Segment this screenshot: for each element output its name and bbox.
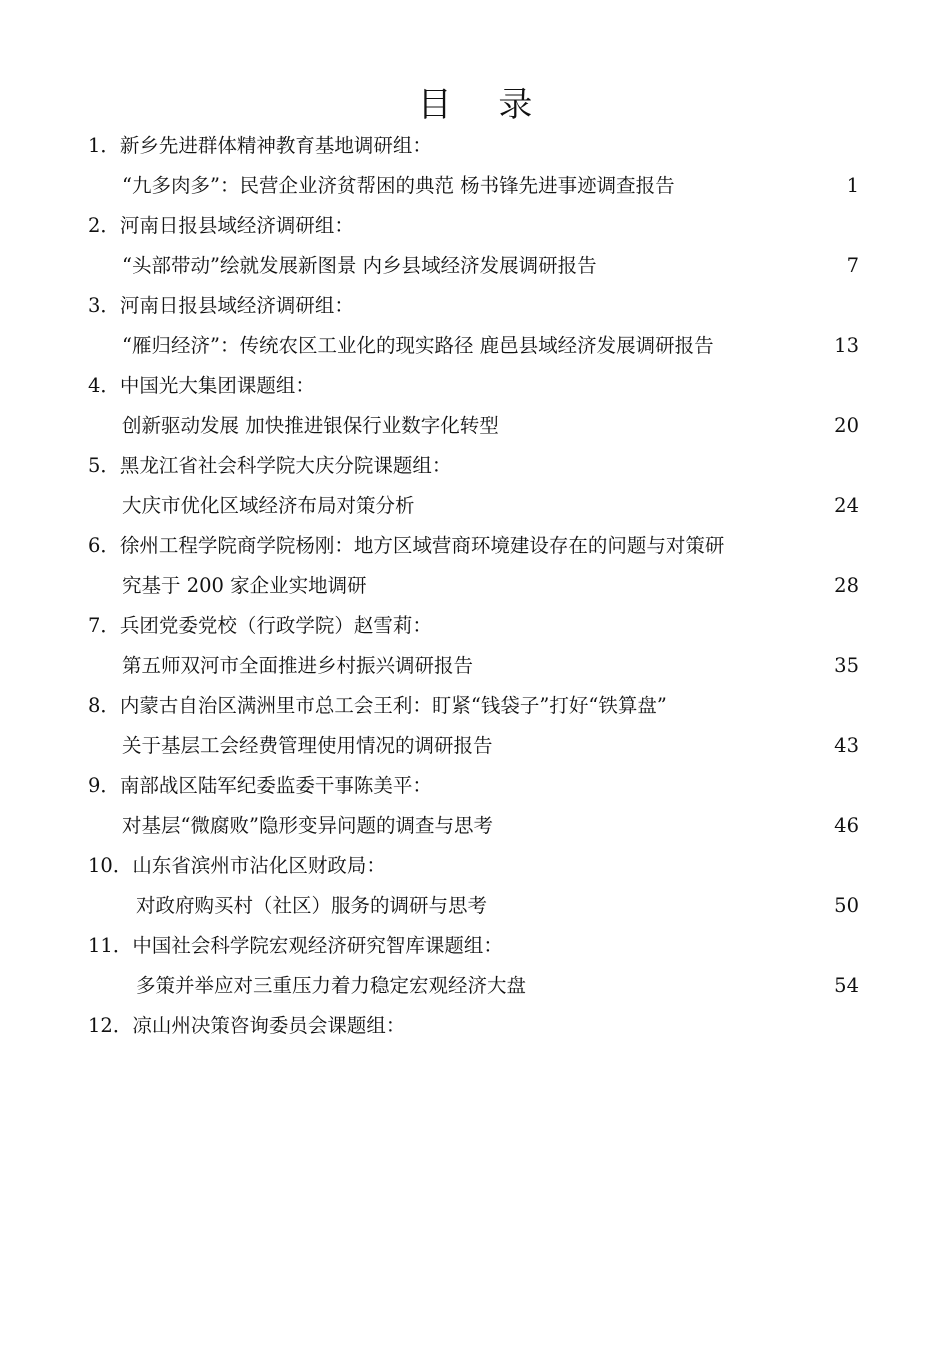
toc-entry-1-heading: 1．新乡先进群体精神教育基地调研组： xyxy=(88,134,432,157)
toc-entry-8-heading: 8．内蒙古自治区满洲里市总工会王利：盯紧“钱袋子”打好“铁算盘” xyxy=(88,694,667,717)
toc-entry-2 xyxy=(0,246,950,286)
toc-entry-5-title: 大庆市优化区域经济布局对策分析 xyxy=(122,494,415,517)
toc-entry-9-title: 对基层“微腐败”隐形变异问题的调查与思考 xyxy=(122,814,493,837)
toc-entry-8-title: 关于基层工会经费管理使用情况的调研报告 xyxy=(122,734,493,757)
toc-entry-1-title: “九多肉多”：民营企业济贫帮困的典范 杨书锋先进事迹调查报告 xyxy=(122,174,675,197)
toc-entry-5-heading: 5．黑龙江省社会科学院大庆分院课题组： xyxy=(88,454,452,477)
toc-entry-4-heading: 4．中国光大集团课题组： xyxy=(88,374,315,397)
toc-entry-11 xyxy=(0,966,950,1006)
toc-entry-6 xyxy=(0,566,950,606)
toc-entry-8-page: 43 xyxy=(834,734,859,757)
toc-entry-5-page: 24 xyxy=(834,494,859,517)
toc-entry-3-page: 13 xyxy=(834,334,859,357)
toc-entry-10-heading: 10．山东省滨州市沾化区财政局： xyxy=(88,854,386,877)
toc-entry-6-title: 究基于 200 家企业实地调研 xyxy=(122,574,367,597)
toc-entry-3-heading: 3．河南日报县域经济调研组： xyxy=(88,294,354,317)
toc-entry-11-title: 多策并举应对三重压力着力稳定宏观经济大盘 xyxy=(136,974,527,997)
toc-entry-11-page: 54 xyxy=(834,974,859,997)
toc-entry-7 xyxy=(0,646,950,686)
toc-entry-7-title: 第五师双河市全面推进乡村振兴调研报告 xyxy=(122,654,474,677)
toc-entry-7-page: 35 xyxy=(834,654,859,677)
toc-entry-10-title: 对政府购买村（社区）服务的调研与思考 xyxy=(136,894,488,917)
toc-entry-6-page: 28 xyxy=(834,574,859,597)
toc-entry-8 xyxy=(0,726,950,766)
toc-entry-10 xyxy=(0,886,950,926)
toc-entry-4-title: 创新驱动发展 加快推进银保行业数字化转型 xyxy=(122,414,499,437)
toc-entry-5 xyxy=(0,486,950,526)
toc-entry-12-heading: 12．凉山州决策咨询委员会课题组： xyxy=(88,1014,406,1037)
toc-entry-2-page: 7 xyxy=(846,254,859,277)
toc-entry-9 xyxy=(0,806,950,846)
toc-entry-2-title: “头部带动”绘就发展新图景 内乡县域经济发展调研报告 xyxy=(122,254,597,277)
toc-entry-9-page: 46 xyxy=(834,814,859,837)
toc-entry-6-heading: 6．徐州工程学院商学院杨刚：地方区域营商环境建设存在的问题与对策研 xyxy=(88,534,725,557)
toc-entry-3 xyxy=(0,326,950,366)
toc-entry-1-page: 1 xyxy=(846,174,859,197)
toc-title: 目 录 xyxy=(417,85,551,125)
toc-entry-7-heading: 7．兵团党委党校（行政学院）赵雪莉： xyxy=(88,614,432,637)
toc-entry-1 xyxy=(0,166,950,206)
table-of-contents xyxy=(0,126,950,1046)
toc-entry-9-heading: 9．南部战区陆军纪委监委干事陈美平： xyxy=(88,774,432,797)
toc-entry-2-heading: 2．河南日报县域经济调研组： xyxy=(88,214,354,237)
toc-entry-3-title: “雁归经济”：传统农区工业化的现实路径 鹿邑县域经济发展调研报告 xyxy=(122,334,714,357)
toc-entry-11-heading: 11．中国社会科学院宏观经济研究智库课题组： xyxy=(88,934,503,957)
toc-entry-10-page: 50 xyxy=(834,894,859,917)
toc-entry-4-page: 20 xyxy=(834,414,859,437)
toc-entry-4 xyxy=(0,406,950,446)
